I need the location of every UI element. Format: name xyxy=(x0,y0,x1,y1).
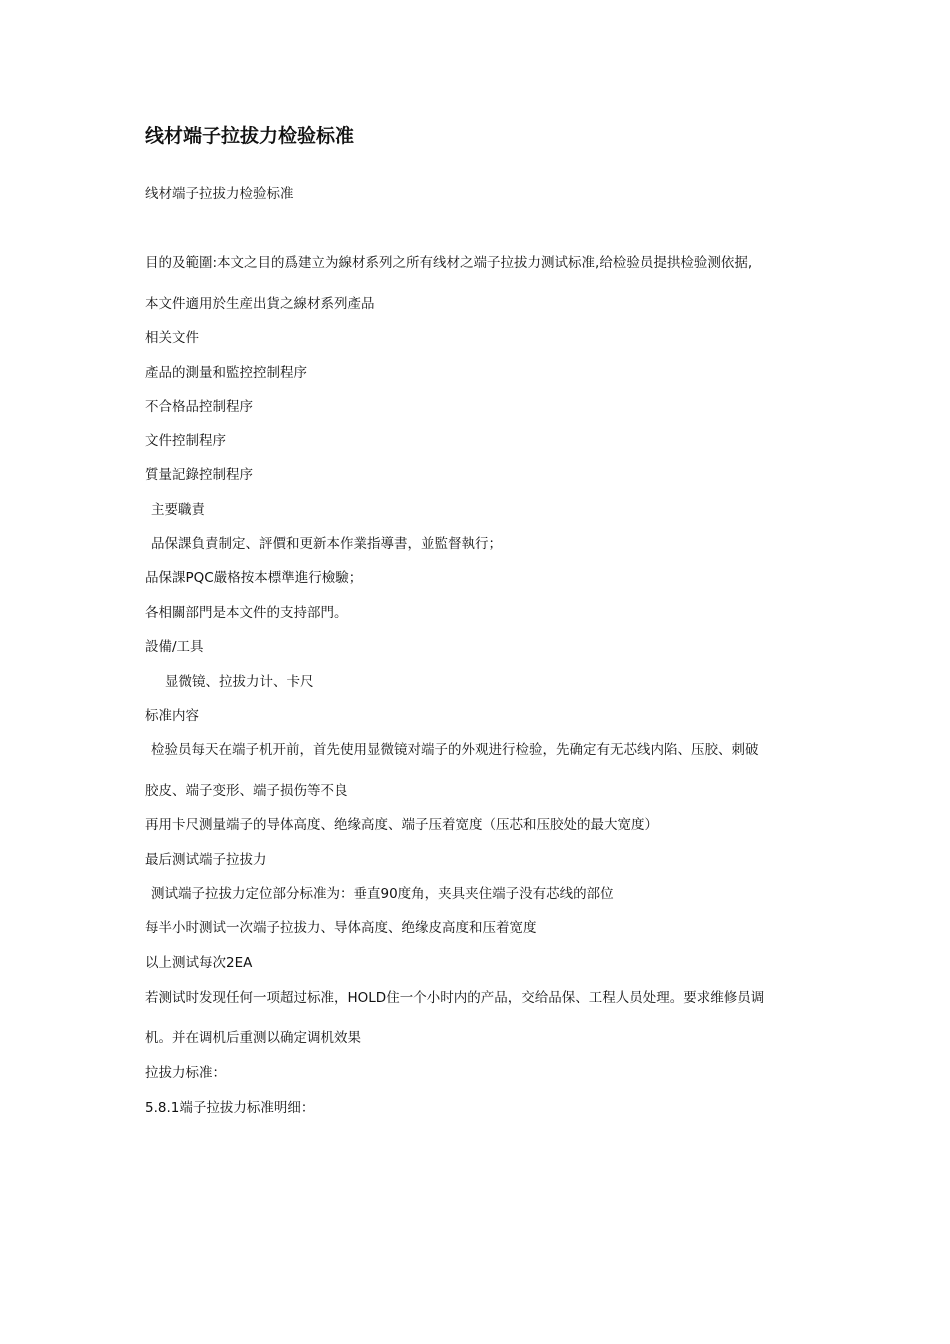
list-item: 显微镜、拉拔力计、卡尺 xyxy=(165,674,314,690)
heading-responsibilities: 主要職責 xyxy=(151,502,205,518)
list-item: 品保課PQC嚴格按本標準進行檢驗； xyxy=(145,570,363,586)
heading-related-docs: 相关文件 xyxy=(145,330,199,346)
heading-equipment: 設備/工具 xyxy=(145,639,204,655)
heading-standard-content: 标准内容 xyxy=(145,708,199,724)
paragraph-line: 胶皮、端子变形、端子损伤等不良 xyxy=(145,783,348,799)
paragraph-line: 再用卡尺测量端子的导体高度、绝缘高度、端子压着宽度（压芯和压胶处的最大宽度） xyxy=(145,817,658,833)
heading-pull-force-standard: 拉拔力标准： xyxy=(145,1065,226,1081)
document-title: 线材端子拉拔力检验标准 xyxy=(145,125,355,147)
list-item: 品保課負責制定、評價和更新本作業指導書，並監督執行； xyxy=(151,536,502,552)
list-item: 文件控制程序 xyxy=(145,433,226,449)
paragraph-line: 以上测试每次2EA xyxy=(145,955,253,971)
paragraph-line: 测试端子拉拔力定位部分标准为：垂直90度角，夹具夹住端子没有芯线的部位 xyxy=(151,886,614,902)
document-subtitle: 线材端子拉拔力检验标准 xyxy=(145,186,294,202)
paragraph-line: 机。并在调机后重测以确定调机效果 xyxy=(145,1030,361,1046)
paragraph-line: 最后测试端子拉拔力 xyxy=(145,852,267,868)
paragraph-scope: 本文件適用於生産出貨之線材系列產品 xyxy=(145,296,375,312)
list-item: 質量記錄控制程序 xyxy=(145,467,253,483)
paragraph-line: 若测试时发现任何一项超过标准，HOLD住一个小时内的产品，交给品保、工程人员处理。要求维修员调 xyxy=(145,990,765,1006)
list-item: 不合格品控制程序 xyxy=(145,399,253,415)
paragraph-line: 每半小时测试一次端子拉拔力、导体高度、绝缘皮高度和压着宽度 xyxy=(145,920,537,936)
list-item: 產品的測量和監控控制程序 xyxy=(145,365,307,381)
list-item: 各相關部門是本文件的支持部門。 xyxy=(145,605,348,621)
paragraph-purpose: 目的及範圍:本文之目的爲建立为線材系列之所有线材之端子拉拔力测试标准,给检验员提拱检验测依据, xyxy=(145,255,753,271)
paragraph-line: 检验员每天在端子机开前，首先使用显微镜对端子的外观进行检验，先确定有无芯线内陷、压胶、刺破 xyxy=(151,742,759,758)
heading-pull-force-details: 5.8.1端子拉拔力标准明细： xyxy=(145,1100,315,1116)
